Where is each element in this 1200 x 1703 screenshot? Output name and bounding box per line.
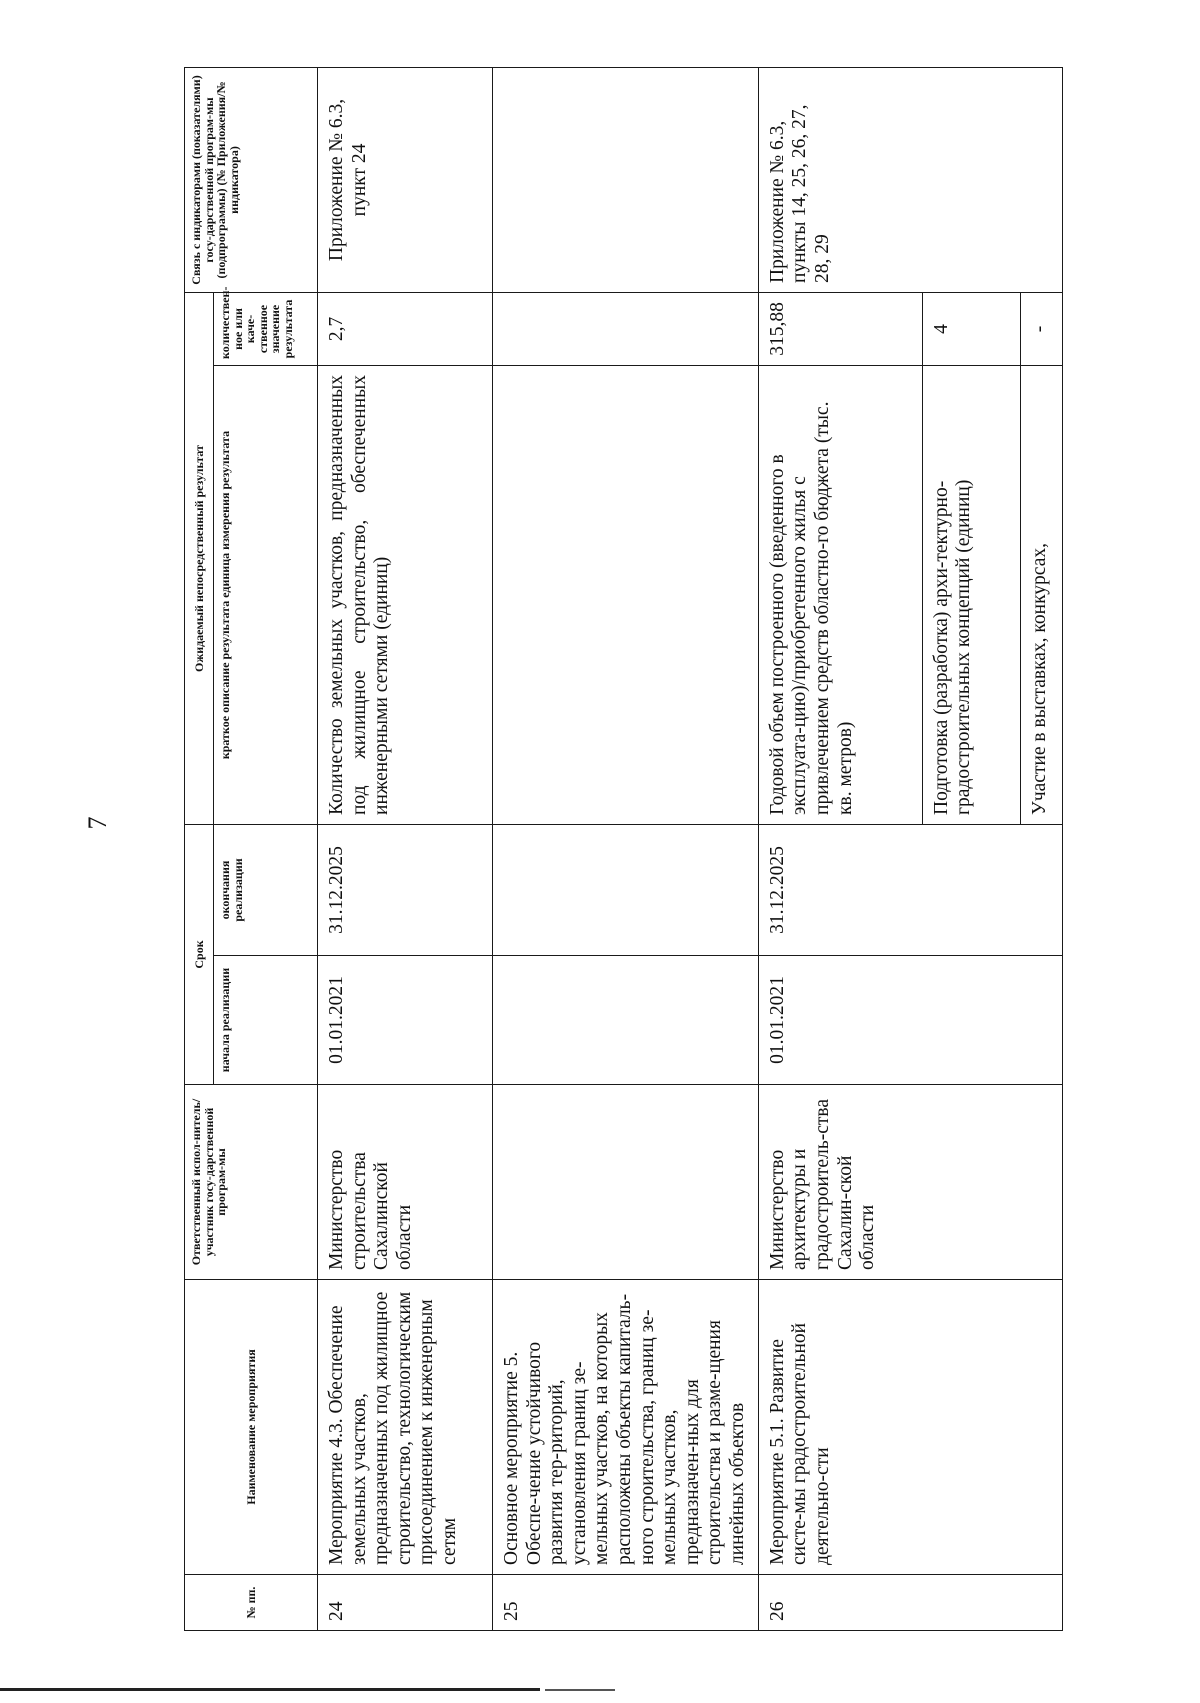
end-date: 31.12.2025 bbox=[318, 824, 493, 955]
result-description: Количество земельных участков, предназначенных под жилищное строительство, обеспеченных инженерными сетями (единиц) bbox=[318, 365, 493, 824]
table-container bbox=[184, 68, 1058, 1631]
header-end: окончания реализации bbox=[214, 824, 318, 955]
header-term: Срок bbox=[185, 824, 214, 1084]
result-description bbox=[493, 365, 759, 824]
header-start: начала реализации bbox=[214, 956, 318, 1085]
table-row bbox=[318, 67, 493, 1630]
end-date bbox=[493, 824, 759, 955]
indicator-link: Приложение № 6.3, пункты 14, 25, 26, 27, 28, 29 bbox=[758, 67, 1062, 292]
activity-name: Основное мероприятие 5. Обеспе-чение устойчивого развития тер-риторий, установления границ зе-мельных участков, на которых расположены объекты капиталь-ного строительства, границ зе-мельных участков, предназначен-ных для строительства и разме-щения линейных объектов bbox=[493, 1280, 759, 1575]
activity-name: Мероприятие 4.3. Обеспечение земельных участков, предназначенных под жилищное строительство, технологическим присоединением к инженерным сетям bbox=[318, 1280, 493, 1575]
activity-name: Мероприятие 5.1. Развитие систе-мы градостроительной деятельно-сти bbox=[758, 1280, 1062, 1575]
indicator-link bbox=[493, 67, 759, 292]
scan-edge-line bbox=[545, 1689, 615, 1691]
start-date: 01.01.2021 bbox=[318, 956, 493, 1085]
responsible-executor: Министерство архитектуры и градостроитель-ства Сахалин-ской области bbox=[758, 1085, 1062, 1280]
header-link: Связь с индикаторами (показателями) госу-дарственной програм-мы (подпрограммы) (№ Приложения/№ индикатора) bbox=[185, 67, 318, 292]
result-value: 315,88 bbox=[766, 302, 788, 356]
header-num: № пп. bbox=[185, 1575, 318, 1631]
table-row bbox=[493, 67, 759, 1630]
activities-table bbox=[184, 67, 1063, 1631]
row-number: 24 bbox=[318, 1575, 493, 1631]
row-number: 26 bbox=[758, 1575, 1062, 1631]
result-value: 2,7 bbox=[318, 292, 493, 365]
header-result-value: количествен-ное или каче-ственное значение результата bbox=[214, 292, 318, 365]
indicator-link: Приложение № 6.3, пункт 24 bbox=[318, 67, 493, 292]
header-name: Наименование мероприятия bbox=[185, 1280, 318, 1575]
responsible-executor: Министерство строительства Сахалинской области bbox=[318, 1085, 493, 1280]
end-date: 31.12.2025 bbox=[758, 824, 1062, 955]
result-description: Подготовка (разработка) архи-тектурно-градостроительных концепций (единиц) bbox=[922, 366, 1020, 824]
header-responsible: Ответственный испол-нитель/участник госу-дарственной програм-мы bbox=[185, 1085, 318, 1280]
result-description-group bbox=[758, 365, 1062, 824]
result-value: 4 bbox=[922, 293, 1020, 365]
page-number: 7 bbox=[83, 816, 112, 830]
start-date bbox=[493, 956, 759, 1085]
result-description: Участие в выставках, конкурсах, bbox=[1020, 366, 1060, 824]
header-result: Ожидаемый непосредственный результат bbox=[185, 292, 214, 824]
header-result-desc: краткое описание результата единица измерения результата bbox=[214, 365, 318, 824]
result-value-group bbox=[758, 292, 1062, 365]
result-description: Годовой объем построенного (введенного в эксплуата-цию)/приобретенного жилья с привлечением средств областно-го бюджета (тыс. кв. метров) bbox=[766, 401, 856, 815]
scan-edge-line bbox=[0, 1688, 540, 1691]
row-number: 25 bbox=[493, 1575, 759, 1631]
table-row bbox=[758, 67, 1062, 1630]
result-value bbox=[493, 292, 759, 365]
result-value: - bbox=[1020, 293, 1060, 365]
header-row-1 bbox=[185, 67, 214, 1630]
responsible-executor bbox=[493, 1085, 759, 1280]
start-date: 01.01.2021 bbox=[758, 956, 1062, 1085]
